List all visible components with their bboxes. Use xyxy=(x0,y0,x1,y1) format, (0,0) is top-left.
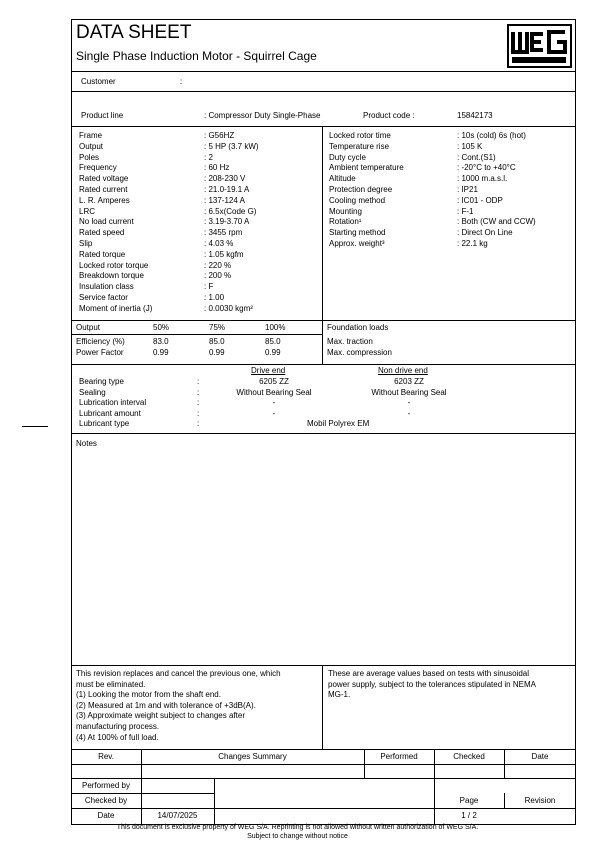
divider xyxy=(71,433,576,434)
divider xyxy=(71,778,576,779)
perf-h3: 100% xyxy=(265,323,286,332)
divider xyxy=(71,793,214,794)
perf-r0-50: 83.0 xyxy=(153,337,169,346)
date-value: 14/07/2025 xyxy=(157,811,198,820)
spec-value: : 4.03 % xyxy=(204,239,234,248)
divider xyxy=(71,320,576,321)
spec-label: Frame xyxy=(79,131,103,140)
spec-label: No load current xyxy=(79,217,134,227)
bearing-row-colon: : xyxy=(197,387,200,397)
spec-value: : Direct On Line xyxy=(457,228,513,238)
col-line xyxy=(504,749,505,778)
footnote-line: (2) Measured at 1m and with tolerance of +3dB(A). xyxy=(76,700,256,710)
divider xyxy=(71,126,576,127)
spec-label: Ambient temperature xyxy=(329,163,404,173)
spec-label: Insulation class xyxy=(79,282,134,292)
product-code-label: Product code : xyxy=(363,111,415,120)
bearing-row-colon: : xyxy=(197,377,200,386)
product-line-label: Product line xyxy=(81,111,124,120)
footnote-line: (1) Looking the motor from the shaft end. xyxy=(76,690,221,700)
page-value: 1 / 2 xyxy=(461,811,477,820)
bearing-row-label: Sealing xyxy=(79,387,106,397)
spec-label: Cooling method xyxy=(329,195,386,205)
col-line xyxy=(364,749,365,778)
divider xyxy=(71,364,576,365)
non-drive-end-header: Non drive end xyxy=(378,366,428,375)
product-code-value: 15842173 xyxy=(457,111,493,120)
spec-value: : 3455 rpm xyxy=(204,228,243,238)
footnote-line: MG-1. xyxy=(328,690,351,700)
checked-by-label: Checked by xyxy=(84,796,128,805)
footer-line1: This document is exclusive property of WEG S/A. Reprinting is not allowed without written authorization of WEG S/A. xyxy=(116,824,479,831)
bearing-row-colon: : xyxy=(197,398,200,407)
page-title: DATA SHEET xyxy=(76,22,192,43)
divider xyxy=(71,749,576,750)
spec-value: : 1000 m.a.s.l. xyxy=(457,174,508,184)
bearing-non-drive-end-value: Without Bearing Seal xyxy=(371,387,447,397)
spec-label: L. R. Amperes xyxy=(79,195,130,205)
footnote-line: This revision replaces and cancel the previous one, which xyxy=(76,669,281,678)
spec-value: : IP21 xyxy=(457,185,478,194)
bearing-row-label: Bearing type xyxy=(79,377,124,386)
perf-r1-100: 0.99 xyxy=(265,348,281,357)
spec-value: : 1.00 xyxy=(204,293,225,302)
spec-label: Moment of inertia (J) xyxy=(79,303,153,313)
lubricant-type-colon: : xyxy=(197,419,200,428)
spec-label: Breakdown torque xyxy=(79,271,144,281)
bearing-drive-end-value: - xyxy=(272,398,276,407)
spec-label: Approx. weight³ xyxy=(329,239,385,248)
perf-r1-75: 0.99 xyxy=(209,348,225,357)
divider xyxy=(71,665,576,666)
notes-title: Notes xyxy=(76,439,97,448)
spec-value: : 1.05 kgfm xyxy=(204,249,244,259)
spec-value: : F xyxy=(204,282,214,292)
changes-header: Changes Summary xyxy=(218,752,287,761)
spec-label: Protection degree xyxy=(329,185,393,194)
lubricant-type-label: Lubricant type xyxy=(79,419,130,428)
bearing-row-colon: : xyxy=(197,408,200,418)
perf-h0: Output xyxy=(76,323,101,332)
perf-r0-label: Efficiency (%) xyxy=(76,337,125,346)
product-line-value: : Compressor Duty Single-Phase xyxy=(204,111,321,120)
bearing-row-label: Lubricant amount xyxy=(79,408,141,418)
spec-label: Rated torque xyxy=(79,249,126,259)
foundation-title: Foundation loads xyxy=(327,323,389,332)
spec-value: : 220 % xyxy=(204,260,232,270)
perf-r1-50: 0.99 xyxy=(153,348,169,357)
bearing-drive-end-value: 6205 ZZ xyxy=(259,377,289,386)
perf-r0-100: 85.0 xyxy=(265,337,281,346)
col-line xyxy=(434,749,435,778)
spec-value: : 2 xyxy=(204,152,213,162)
footnote-line: These are average values based on tests with sinusoidal xyxy=(328,669,530,678)
spec-label: Temperature rise xyxy=(329,141,390,151)
divider xyxy=(71,334,322,335)
spec-value: : 5 HP (3.7 kW) xyxy=(204,141,259,151)
performed-by-label: Performed by xyxy=(81,781,131,790)
perf-h2: 75% xyxy=(209,323,226,332)
foundation-compression: Max. compression xyxy=(327,348,392,357)
spec-label: Slip xyxy=(79,239,93,248)
perf-r0-75: 85.0 xyxy=(209,337,225,346)
spec-label: Mounting xyxy=(329,206,362,216)
drive-end-header: Drive end xyxy=(251,366,286,375)
customer-colon: : xyxy=(180,77,183,86)
spec-label: Output xyxy=(79,141,104,151)
date-label: Date xyxy=(97,811,115,820)
bearing-non-drive-end-value: 6203 ZZ xyxy=(394,377,424,386)
spec-value: : Cont.(S1) xyxy=(457,152,496,162)
perf-h1: 50% xyxy=(153,323,170,332)
customer-label: Customer xyxy=(81,77,116,86)
spec-label: Rotation¹ xyxy=(329,217,362,227)
footnote-line: manufacturing process. xyxy=(76,722,160,731)
footnote-divider xyxy=(322,665,323,749)
spec-label: Rated speed xyxy=(79,228,125,238)
divider xyxy=(71,764,576,765)
spec-value: : F-1 xyxy=(457,206,474,216)
rev-header: Rev. xyxy=(98,752,114,761)
bearing-drive-end-value: - xyxy=(272,408,276,418)
bearing-non-drive-end-value: - xyxy=(407,408,411,418)
weg-logo-mark xyxy=(507,24,572,68)
spec-value: : 60 Hz xyxy=(204,163,230,173)
bearing-non-drive-end-value: - xyxy=(407,398,411,407)
margin-mark xyxy=(22,426,48,427)
perf-divider xyxy=(322,320,323,364)
footnote-line: (4) At 100% of full load. xyxy=(76,732,159,742)
spec-label: Starting method xyxy=(329,228,386,238)
page-label: Page xyxy=(459,796,479,805)
spec-value: : 200 % xyxy=(204,271,232,281)
spec-label: Rated voltage xyxy=(79,174,129,184)
bearing-row-label: Lubrication interval xyxy=(79,398,147,407)
spec-value: : 208-230 V xyxy=(204,174,246,184)
spec-value: : 105 K xyxy=(457,141,483,151)
spec-label: Rated current xyxy=(79,185,128,194)
footnote-line: must be eliminated. xyxy=(76,679,146,689)
foundation-traction: Max. traction xyxy=(327,337,373,346)
spec-label: Duty cycle xyxy=(329,152,366,162)
spec-value: : Both (CW and CCW) xyxy=(457,217,536,227)
specs-divider xyxy=(322,126,323,320)
lubricant-type-value: Mobil Polyrex EM xyxy=(307,419,370,428)
header-divider xyxy=(71,71,576,72)
spec-label: Altitude xyxy=(329,174,356,184)
footer-line2: Subject to change without notice xyxy=(247,833,348,840)
divider xyxy=(71,808,576,809)
spec-value: : 137-124 A xyxy=(204,195,245,205)
spec-value: : 0.0030 kgm² xyxy=(204,303,253,313)
spec-value: : 10s (cold) 6s (hot) xyxy=(457,131,526,140)
spec-label: LRC xyxy=(79,206,96,216)
performed-header: Performed xyxy=(380,752,418,761)
date-header: Date xyxy=(531,752,549,761)
spec-label: Poles xyxy=(79,152,100,162)
col-line xyxy=(214,778,215,825)
spec-value: : 6.5x(Code G) xyxy=(204,206,257,216)
spec-value: : -20°C to +40°C xyxy=(457,163,516,173)
spec-label: Service factor xyxy=(79,293,128,302)
page-subtitle: Single Phase Induction Motor - Squirrel Cage xyxy=(76,49,317,63)
spec-value: : G56HZ xyxy=(204,131,235,140)
spec-label: Locked rotor time xyxy=(329,131,391,140)
spec-label: Locked rotor torque xyxy=(79,260,149,270)
weg-logo xyxy=(507,24,572,68)
footnote-line: (3) Approximate weight subject to changes after xyxy=(76,711,245,721)
spec-value: : 3.19-3.70 A xyxy=(204,217,250,227)
divider xyxy=(71,91,576,92)
checked-header: Checked xyxy=(453,752,485,761)
revision-label: Revision xyxy=(524,796,556,805)
spec-label: Frequency xyxy=(79,163,117,173)
bearing-drive-end-value: Without Bearing Seal xyxy=(236,387,312,397)
footnote-line: power supply, subject to the tolerances stipulated in NEMA xyxy=(328,679,536,689)
perf-r1-label: Power Factor xyxy=(76,348,124,357)
spec-value: : IC01 - ODP xyxy=(457,195,503,205)
spec-value: : 22.1 kg xyxy=(457,239,488,248)
spec-value: : 21.0-19.1 A xyxy=(204,185,250,194)
